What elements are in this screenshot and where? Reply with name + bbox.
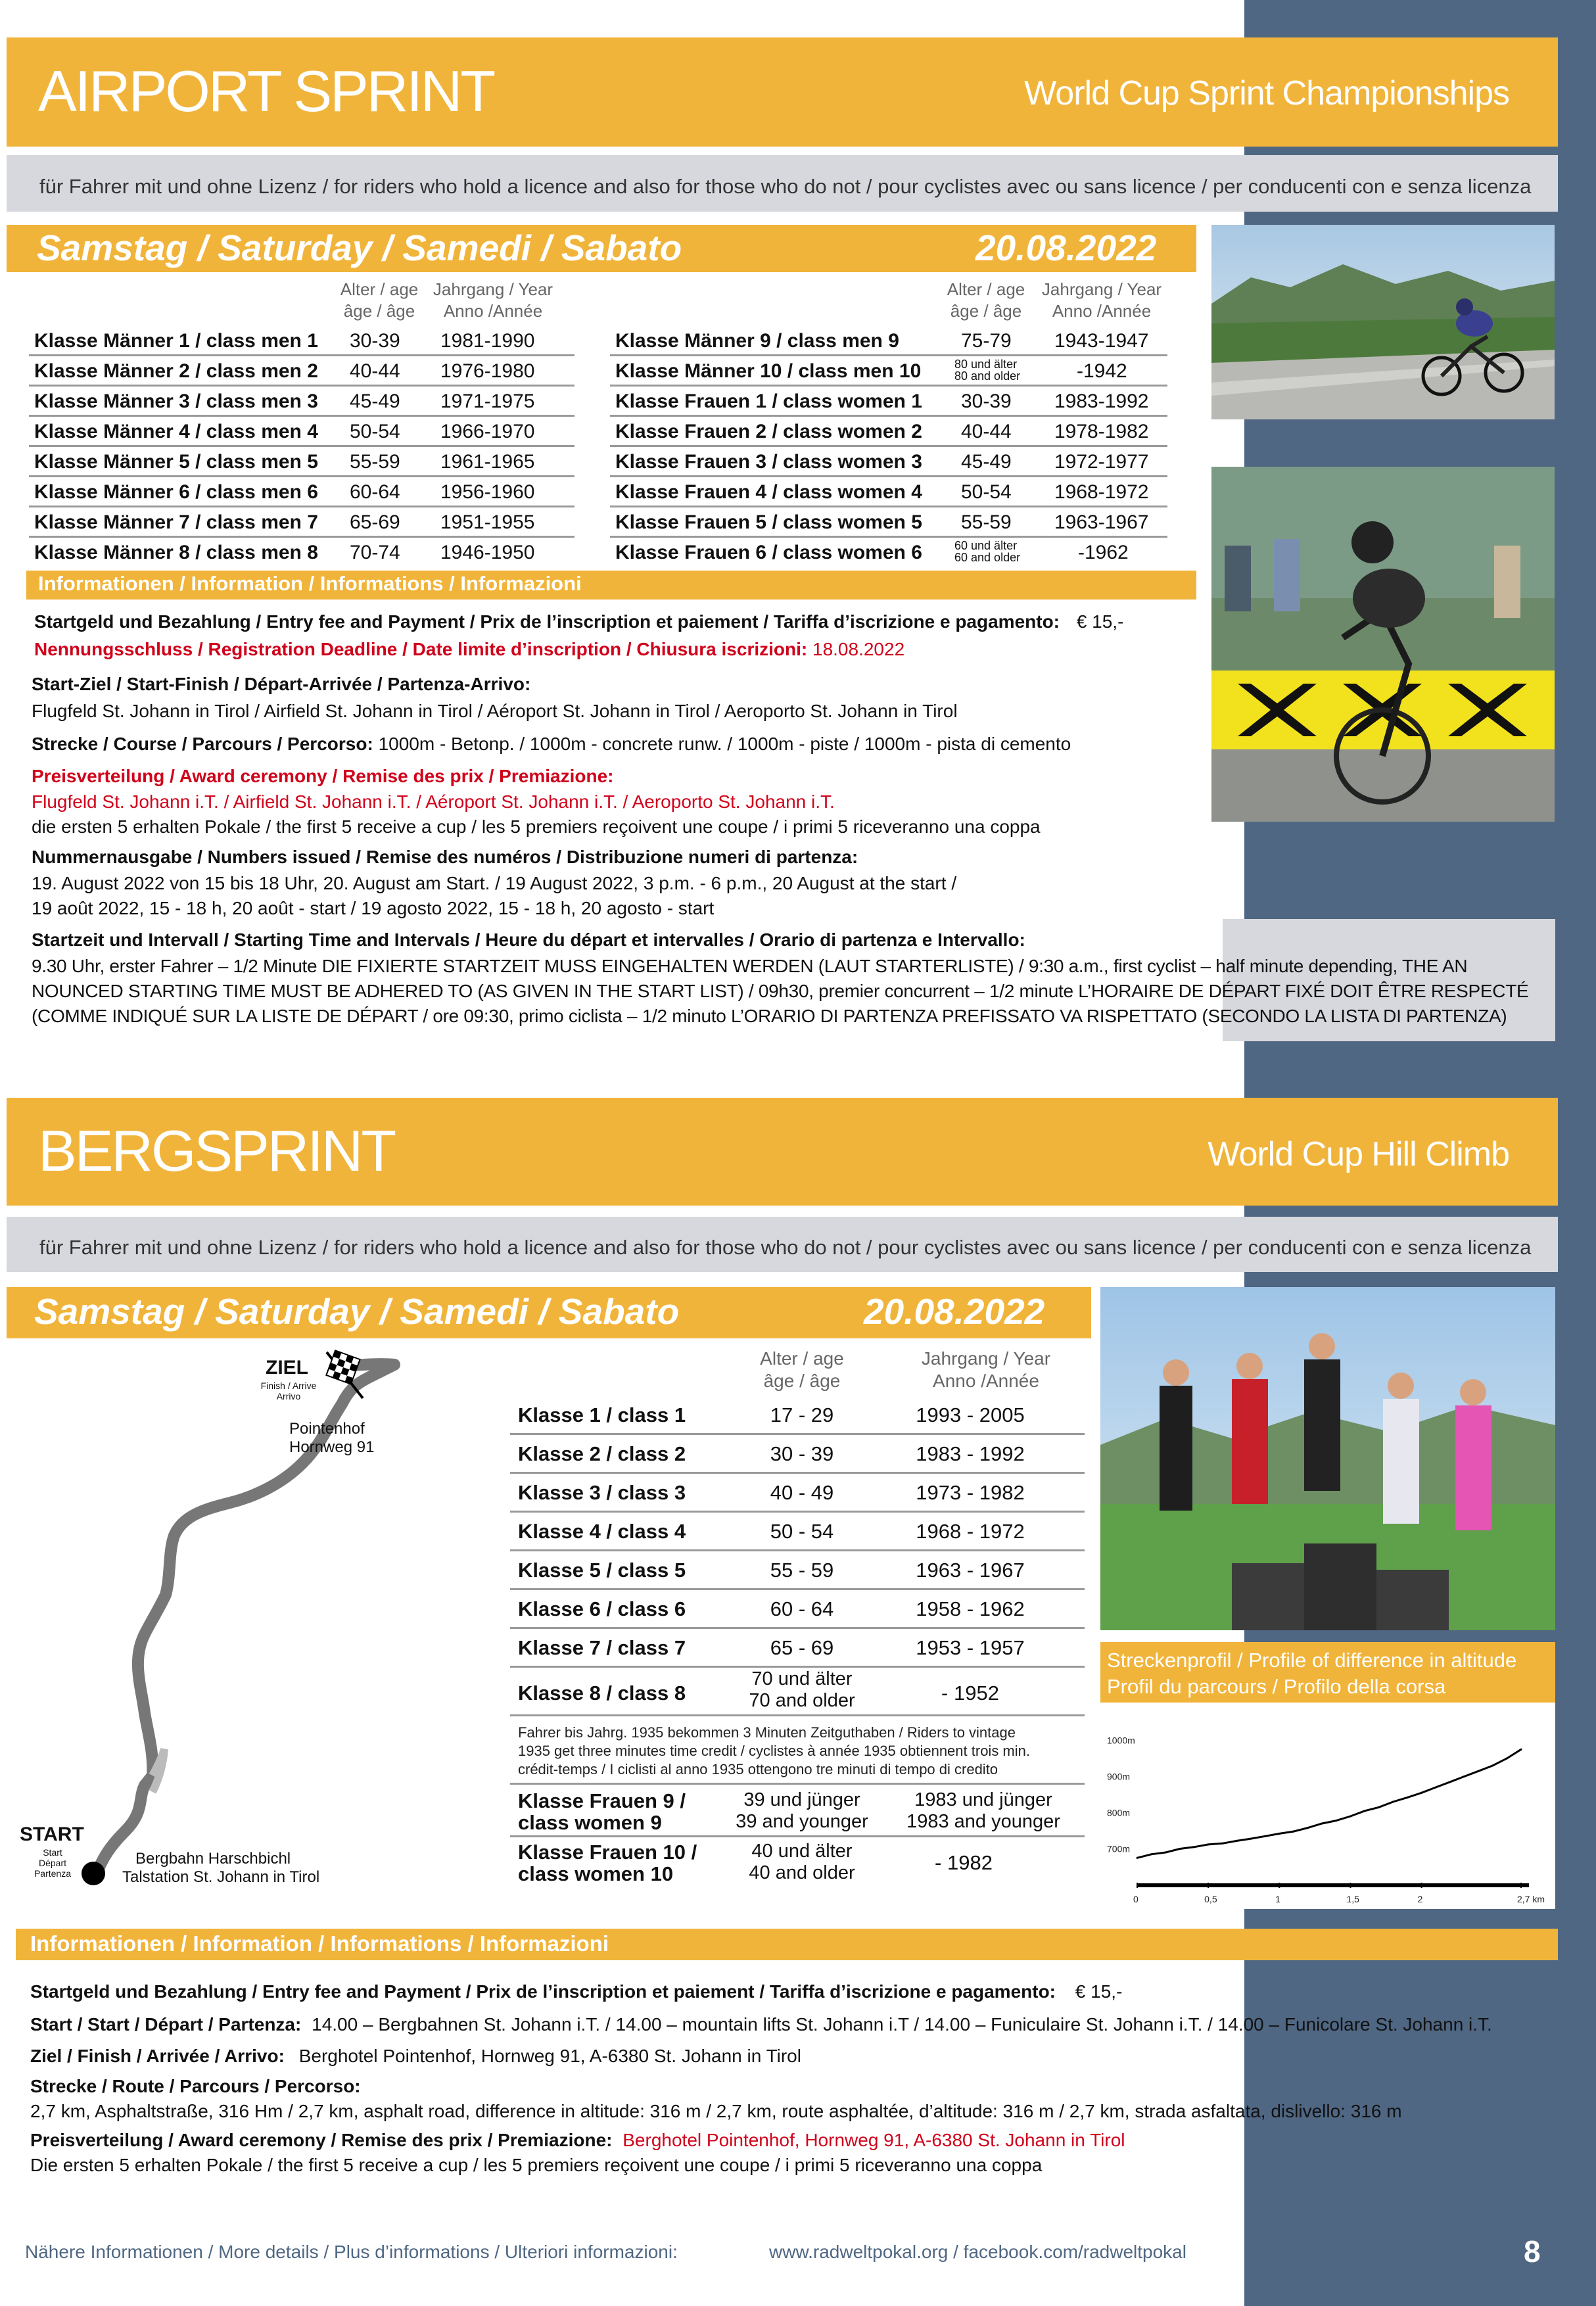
airport-subtitle: World Cup Sprint Championships (1024, 74, 1509, 112)
table-row (610, 507, 1167, 538)
class-age: 30 - 39 (770, 1442, 834, 1465)
table-row (510, 1397, 1085, 1435)
profile-point (1449, 1781, 1451, 1783)
airport-starttime-2: NOUNCED STARTING TIME MUST BE ADHERED TO (AS GIVEN IN THE START LIST) / 09h30, premier concurrent – 1/2 minute L’HORAIRE DE DÉPART FIXÉ DOIT ÊTRE RESPECTÉ (32, 981, 1529, 1001)
fee-value: € 15,- (1075, 1981, 1123, 2002)
profile-series-line (1137, 1749, 1521, 1858)
airport-award-cups: die ersten 5 erhalten Pokale / the first 5 receive a cup / les 5 premiers reçoivent une coupe / i primi 5 riceveranno una coppa (32, 816, 1041, 837)
table-row (610, 326, 1167, 356)
class-name: Klasse 2 / class 2 (518, 1442, 686, 1465)
class-year: 1976-1980 (440, 360, 535, 382)
profile-chart (1100, 1709, 1555, 1906)
profile-point (1392, 1801, 1394, 1803)
map-finish-label: ZIEL (266, 1357, 308, 1378)
map-start-place-2: Talstation St. Johann in Tirol (122, 1868, 320, 1886)
berg-hdr-year (907, 1348, 1065, 1392)
profile-point (1335, 1820, 1337, 1822)
map-finish-place-2: Hornweg 91 (289, 1438, 375, 1456)
class-age: 40-44 (961, 421, 1012, 442)
table-row (610, 538, 1167, 566)
vintage-note-3: crédit-temps / I ciclisti al anno 1935 ottengono tre minuti di tempo di credito (518, 1761, 998, 1777)
x-tick-label: 2 (1417, 1894, 1423, 1904)
map-start-sub-2: Départ (38, 1858, 67, 1868)
berg-route-map (13, 1345, 473, 1897)
vintage-note (518, 1724, 1030, 1779)
class-year: 1966-1970 (440, 421, 535, 442)
x-tick-label: 2,7 km (1517, 1894, 1545, 1904)
hdr-age-1: Alter / age (947, 279, 1025, 299)
class-age-b: 80 and older (954, 369, 1021, 383)
berg-fee (30, 1980, 1122, 2004)
podium-photo-image (1100, 1287, 1555, 1630)
profile-point (1236, 1840, 1238, 1842)
class-year: 1951-1955 (440, 511, 535, 533)
class-name: Klasse Frauen 3 / class women 3 (615, 451, 922, 473)
class-year: - 1982 (935, 1851, 993, 1874)
airport-hdr-age-left (327, 279, 432, 322)
class-year: 1968 - 1972 (916, 1520, 1025, 1543)
class-name: Klasse 4 / class 4 (518, 1520, 686, 1543)
table-row (29, 326, 575, 356)
class-age-a: 39 und jünger (743, 1789, 860, 1810)
vintage-underline (510, 1783, 1085, 1785)
airport-licence-note: für Fahrer mit und ohne Lizenz / for riders who hold a licence and also for those who do not / pour cyclistes avec ou sans licence / per conducenti con e senza licenza (39, 175, 1532, 198)
class-year: 1956-1960 (440, 481, 535, 503)
class-age: 50-54 (350, 421, 400, 442)
deadline-label: Nennungsschluss / Registration Deadline / Date limite d’inscription / Chiusura iscrizioni: (34, 639, 808, 659)
hdr-age-1: Alter / age (340, 279, 419, 299)
profile-point (1420, 1792, 1422, 1794)
class-name: Klasse Männer 1 / class men 1 (34, 330, 318, 352)
y-tick-label: 700m (1107, 1843, 1131, 1854)
profile-point (1350, 1816, 1351, 1818)
class-name: Klasse Männer 4 / class men 4 (34, 421, 318, 442)
table-row (29, 507, 575, 538)
profile-point (1364, 1810, 1366, 1812)
class-year: 1963 - 1967 (916, 1559, 1025, 1582)
class-age: 70-74 (350, 542, 400, 563)
profile-point (1520, 1749, 1522, 1751)
airport-numbers-2: 19 août 2022, 15 - 18 h, 20 août - start / 19 agosto 2022, 15 - 18 h, 20 agosto - start (32, 898, 715, 918)
profile-point (1378, 1806, 1380, 1808)
map-start-sub-1: Start (43, 1847, 62, 1858)
class-age: 30-39 (350, 330, 400, 352)
class-year: 1958 - 1962 (916, 1597, 1025, 1620)
class-year: 1981-1990 (440, 330, 535, 352)
class-name: Klasse Männer 6 / class men 6 (34, 481, 318, 503)
class-name: Klasse 6 / class 6 (518, 1597, 686, 1620)
airport-day: Samstag / Saturday / Samedi / Sabato (37, 227, 682, 268)
page-number: 8 (1524, 2234, 1541, 2269)
class-year: -1942 (1077, 360, 1127, 382)
class-name-b: class women 9 (518, 1811, 662, 1834)
hdr-age-2: âge / âge (343, 301, 415, 321)
table-row (610, 356, 1167, 387)
class-name: Klasse Männer 5 / class men 5 (34, 451, 318, 473)
table-row (29, 447, 575, 477)
class-name: Klasse Frauen 6 / class women 6 (615, 542, 922, 563)
table-row (510, 1838, 1085, 1887)
class-name: Klasse Frauen 2 / class women 2 (615, 421, 922, 442)
award-place: Berghotel Pointenhof, Hornweg 91, A-6380 St. Johann in Tirol (622, 2130, 1125, 2150)
start-value: 14.00 – Bergbahnen St. Johann i.T. / 14.00 – mountain lifts St. Johann i.T / 14.00 – Funiculaire St. Johann i.T. / 14.00 – Funicolare St. Johann i.T. (312, 2014, 1492, 2035)
class-age: 30-39 (961, 390, 1012, 412)
class-age-b: 39 and younger (736, 1811, 868, 1832)
profile-point (1137, 1857, 1138, 1859)
table-row (510, 1668, 1085, 1716)
class-age-b: 60 and older (954, 551, 1021, 564)
class-name: Klasse Männer 3 / class men 3 (34, 390, 318, 412)
airport-course (32, 732, 1071, 756)
runway-photo-image (1211, 225, 1555, 419)
berg-hdr-age (743, 1348, 861, 1392)
class-year: 1943-1947 (1054, 330, 1149, 352)
profile-point (1463, 1776, 1465, 1777)
berg-photo-podium (1100, 1287, 1555, 1630)
vintage-note-2: 1935 get three minutes time credit / cyclistes à année 1935 obtiennent trois min. (518, 1743, 1030, 1759)
start-label: Start / Start / Départ / Partenza: (30, 2014, 302, 2035)
class-year: 1972-1977 (1054, 451, 1149, 473)
class-age: 50 - 54 (770, 1520, 834, 1543)
class-name-a: Klasse Frauen 9 / (518, 1789, 686, 1812)
class-year: 1971-1975 (440, 390, 535, 412)
class-year: 1973 - 1982 (916, 1481, 1025, 1504)
map-finish-sub-2: Arrivo (276, 1391, 301, 1401)
berg-info-title: Informationen / Information / Informations / Informazioni (30, 1931, 609, 1956)
profile-point (1406, 1797, 1408, 1799)
class-age: 60-64 (350, 481, 400, 503)
profile-point (1491, 1765, 1493, 1767)
class-name: Klasse Männer 7 / class men 7 (34, 511, 318, 533)
airport-starttime-label: Startzeit und Intervall / Starting Time and Intervals / Heure du départ et intervalles / Orario di partenza e Intervallo: (32, 929, 1025, 950)
profile-point (1250, 1838, 1252, 1840)
airport-date: 20.08.2022 (975, 227, 1157, 268)
table-row (610, 387, 1167, 417)
class-age: 65-69 (350, 511, 400, 533)
table-row (610, 477, 1167, 507)
class-age: 50-54 (961, 481, 1012, 503)
y-tick-label: 800m (1107, 1807, 1131, 1818)
table-row (29, 477, 575, 507)
profile-point (1165, 1852, 1167, 1854)
class-age: 55-59 (350, 451, 400, 473)
course-value: 1000m - Betonp. / 1000m - concrete runw. / 1000m - piste / 1000m - pista di cemento (378, 734, 1071, 754)
class-name-a: Klasse Frauen 10 / (518, 1841, 697, 1864)
class-age: 55 - 59 (770, 1559, 834, 1582)
class-name: Klasse 3 / class 3 (518, 1481, 686, 1504)
airport-deadline (34, 638, 904, 661)
x-tick-label: 1,5 (1346, 1894, 1359, 1904)
berg-date: 20.08.2022 (864, 1291, 1045, 1332)
hdr-year-2: Anno /Année (933, 1371, 1039, 1391)
table-row (510, 1591, 1085, 1629)
map-finish-place-1: Pointenhof (289, 1420, 365, 1438)
profile-point (1208, 1843, 1209, 1845)
profile-point (1193, 1846, 1195, 1848)
class-age: 40 - 49 (770, 1481, 834, 1504)
berg-title: BERGSPRINT (38, 1118, 395, 1183)
profile-point (1292, 1831, 1294, 1833)
class-age: 60 - 64 (770, 1597, 834, 1620)
airport-starttime-1: 9.30 Uhr, erster Fahrer – 1/2 Minute DIE FIXIERTE STARTZEIT MUSS EINGEHALTEN WERDEN (LAUT STARTERLISTE) / 9:30 a.m., first cyclist – half minute depending, THE AN (32, 956, 1468, 976)
airport-numbers-1: 19. August 2022 von 15 bis 18 Uhr, 20. August am Start. / 19 August 2022, 3 p.m. - 6 p.m., 20 August at the start / (32, 873, 957, 893)
class-name-b: class women 10 (518, 1862, 674, 1885)
class-name: Klasse Frauen 4 / class women 4 (615, 481, 922, 503)
class-age: 45-49 (961, 451, 1012, 473)
table-row (510, 1513, 1085, 1551)
class-age: 55-59 (961, 511, 1012, 533)
finish-value: Berghotel Pointenhof, Hornweg 91, A-6380 St. Johann in Tirol (298, 2046, 801, 2066)
hdr-year-2: Anno /Année (443, 301, 543, 321)
class-year: 1961-1965 (440, 451, 535, 473)
finish-flag-icon (323, 1349, 376, 1401)
finish-label: Ziel / Finish / Arrivée / Arrivo: (30, 2046, 285, 2066)
profile-point (1321, 1823, 1323, 1825)
class-name: Klasse 7 / class 7 (518, 1636, 686, 1659)
airport-hdr-year-right (1029, 279, 1174, 322)
profile-title-1: Streckenprofil / Profile of difference in altitude (1107, 1649, 1517, 1672)
course-label: Strecke / Course / Parcours / Percorso: (32, 734, 373, 754)
map-start-sub-3: Partenza (34, 1868, 72, 1879)
berg-subtitle: World Cup Hill Climb (1208, 1135, 1509, 1173)
footer-links[interactable]: www.radweltpokal.org / facebook.com/radweltpokal (769, 2242, 1186, 2262)
profile-point (1435, 1787, 1437, 1789)
profile-point (1264, 1835, 1266, 1837)
y-tick-label: 900m (1107, 1771, 1131, 1782)
airport-startfinish-value: Flugfeld St. Johann in Tirol / Airfield St. Johann in Tirol / Aéroport St. Johann in Tirol / Aeroporto St. Johann in Tirol (32, 701, 958, 721)
class-year: 1953 - 1957 (916, 1636, 1025, 1659)
table-row (29, 538, 575, 566)
profile-point (1478, 1770, 1480, 1772)
table-row (610, 417, 1167, 447)
footer-more-info: Nähere Informationen / More details / Plus d’informations / Ulteriori informazioni: (25, 2242, 678, 2262)
hdr-year-1: Jahrgang / Year (1041, 279, 1162, 299)
profile-point (1279, 1833, 1280, 1835)
table-row (510, 1630, 1085, 1668)
berg-route-value: 2,7 km, Asphaltstraße, 316 Hm / 2,7 km, asphalt road, difference in altitude: 316 m / 2,7 km, route asphaltée, d’altitude: 316 m / 2,7 km, strada asfaltata, dislivello: 316 m (30, 2101, 1402, 2121)
class-age: 75-79 (961, 330, 1012, 352)
route-line (13, 1345, 473, 1897)
class-name: Klasse 8 / class 8 (518, 1682, 686, 1705)
table-row (29, 417, 575, 447)
airport-award-label: Preisverteilung / Award ceremony / Remise des prix / Premiazione: (32, 766, 614, 786)
airport-award-place: Flugfeld St. Johann i.T. / Airfield St. Johann i.T. / Aéroport St. Johann i.T. / Aeroporto St. Johann i.T. (32, 791, 835, 812)
table-row (510, 1552, 1085, 1590)
hdr-age-2: âge / âge (950, 301, 1022, 321)
hdr-year-1: Jahrgang / Year (433, 279, 553, 299)
berg-award-cups: Die ersten 5 erhalten Pokale / the first 5 receive a cup / les 5 premiers reçoivent une coupe / i primi 5 riceveranno una coppa (30, 2155, 1043, 2175)
class-name: Klasse Frauen 1 / class women 1 (615, 390, 922, 412)
fee-label: Startgeld und Bezahlung / Entry fee and Payment / Prix de l’inscription et paiement / Tariffa d’iscrizione e pagamento: (30, 1981, 1056, 2002)
map-start-label: START (20, 1824, 84, 1845)
class-name: Klasse 5 / class 5 (518, 1559, 686, 1582)
class-year: 1993 - 2005 (916, 1403, 1025, 1426)
airport-numbers-label: Nummernausgabe / Numbers issued / Remise des numéros / Distribuzione numeri di partenza: (32, 847, 858, 867)
profile-point (1307, 1827, 1309, 1829)
class-year: 1963-1967 (1054, 511, 1149, 533)
class-name: Klasse Männer 2 / class men 2 (34, 360, 318, 382)
class-age-b: 70 and older (749, 1690, 855, 1711)
class-name: Klasse Männer 9 / class men 9 (615, 330, 899, 352)
berg-finish (30, 2044, 801, 2068)
class-age-a: 80 und älter (954, 358, 1018, 371)
class-name: Klasse Männer 8 / class men 8 (34, 542, 318, 563)
profile-point (1150, 1853, 1152, 1855)
berg-day: Samstag / Saturday / Samedi / Sabato (34, 1291, 680, 1332)
class-age: 17 - 29 (770, 1403, 834, 1426)
airport-info-title: Informationen / Information / Informations / Informazioni (38, 572, 582, 595)
class-name: Klasse 1 / class 1 (518, 1403, 686, 1426)
hdr-age-1: Alter / age (760, 1348, 844, 1369)
x-tick-label: 0,5 (1204, 1894, 1217, 1904)
hdr-year-2: Anno /Année (1052, 301, 1152, 321)
airport-photo-runway (1211, 225, 1555, 419)
berg-route-label: Strecke / Route / Parcours / Percorso: (30, 2076, 361, 2096)
berg-start (30, 2013, 1492, 2036)
deadline-value: 18.08.2022 (812, 639, 905, 659)
class-year: - 1952 (941, 1682, 999, 1705)
class-year: 1983-1992 (1054, 390, 1149, 412)
table-row (610, 447, 1167, 477)
fee-label: Startgeld und Bezahlung / Entry fee and Payment / Prix de l’inscription et paiement / Tariffa d’iscrizione e pagamento: (34, 611, 1060, 632)
berg-licence-note: für Fahrer mit und ohne Lizenz / for riders who hold a licence and also for those who do not / pour cyclistes avec ou sans licence / per conducenti con e senza licenza (39, 1236, 1532, 1259)
class-year: 1968-1972 (1054, 481, 1149, 503)
airport-hdr-year-left (421, 279, 565, 322)
map-finish-sub-1: Finish / Arrive (260, 1380, 317, 1391)
class-name: Klasse Männer 10 / class men 10 (615, 360, 922, 382)
table-row (510, 1474, 1085, 1513)
class-age: 45-49 (350, 390, 400, 412)
table-row (29, 356, 575, 387)
class-age: 40-44 (350, 360, 400, 382)
x-tick-label: 0 (1133, 1894, 1138, 1904)
class-age-b: 40 and older (749, 1862, 855, 1883)
y-tick-label: 1000m (1107, 1735, 1135, 1746)
class-age: 65 - 69 (770, 1636, 834, 1659)
profile-title-2: Profil du parcours / Profilo della corsa (1107, 1675, 1446, 1698)
table-row (29, 387, 575, 417)
profile-point (1221, 1843, 1223, 1845)
class-name: Klasse Frauen 5 / class women 5 (615, 511, 922, 533)
class-age-a: 40 und älter (751, 1841, 853, 1862)
table-row (510, 1436, 1085, 1474)
hdr-age-2: âge / âge (763, 1371, 841, 1391)
class-year: 1983 - 1992 (916, 1442, 1025, 1465)
class-year: 1978-1982 (1054, 421, 1149, 442)
airport-startfinish-label: Start-Ziel / Start-Finish / Départ-Arrivée / Partenza-Arrivo: (32, 674, 531, 694)
profile-point (1506, 1758, 1508, 1760)
class-year: -1962 (1078, 542, 1129, 563)
airport-hdr-age-right (933, 279, 1039, 322)
berg-award (30, 2129, 1125, 2152)
class-year: 1946-1950 (440, 542, 535, 563)
vintage-note-1: Fahrer bis Jahrg. 1935 bekommen 3 Minuten Zeitguthaben / Riders to vintage (518, 1724, 1016, 1741)
x-tick-label: 1 (1275, 1894, 1281, 1904)
table-row (510, 1787, 1085, 1837)
airport-starttime-3: (COMME INDIQUÉ SUR LA LISTE DE DÉPART / ore 09:30, primo ciclista – 1/2 minuto L’ORARIO DI PARTENZA PREFISSATO VA RISPETTATO (SECONDO LA LISTA DI PARTENZA) (32, 1006, 1507, 1026)
class-age-a: 60 und älter (954, 539, 1018, 552)
fee-value: € 15,- (1076, 611, 1124, 632)
class-year-b: 1983 and younger (906, 1811, 1060, 1832)
airport-photo-sprint (1211, 467, 1555, 822)
airport-title: AIRPORT SPRINT (38, 59, 494, 124)
profile-point (1179, 1848, 1181, 1850)
sprint-photo-image (1211, 467, 1555, 822)
hdr-year-1: Jahrgang / Year (921, 1348, 1051, 1369)
airport-fee (34, 610, 1123, 634)
class-year-a: 1983 und jünger (914, 1789, 1052, 1810)
class-age-a: 70 und älter (751, 1668, 853, 1689)
map-start-place-1: Bergbahn Harschbichl (135, 1850, 291, 1868)
award-label: Preisverteilung / Award ceremony / Remise des prix / Premiazione: (30, 2130, 613, 2150)
